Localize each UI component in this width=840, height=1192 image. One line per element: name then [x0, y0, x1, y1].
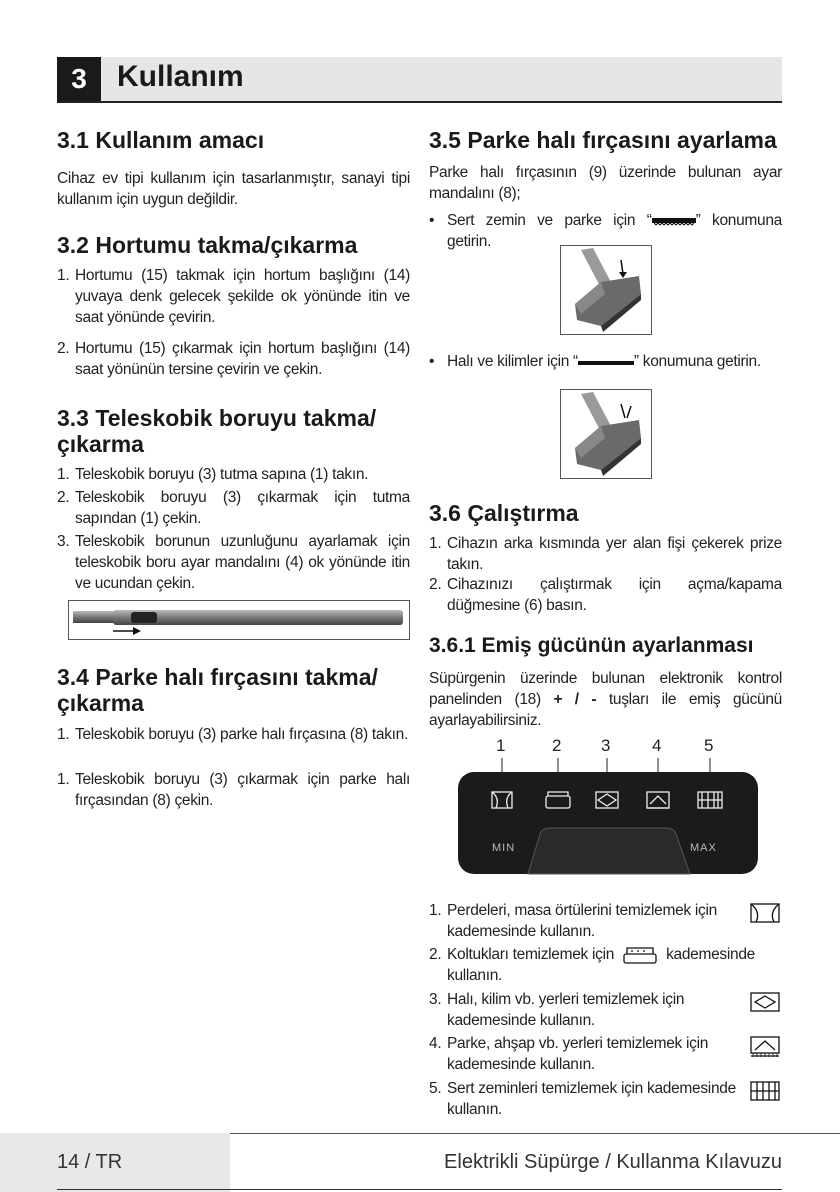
carpet-icon — [748, 991, 782, 1013]
section-3-3-heading-line2: çıkarma — [57, 431, 144, 457]
list-item — [57, 769, 410, 811]
list-number: 3. — [429, 991, 442, 1008]
panel-min-label: MIN — [492, 842, 516, 854]
list-number: 2. — [57, 489, 70, 506]
list-text-a: Sert zeminleri temizlemek için — [447, 1080, 643, 1097]
control-panel-graphic — [458, 756, 758, 886]
panel-max-label: MAX — [690, 842, 717, 854]
list-item — [429, 989, 782, 1031]
list-number: 1. — [57, 726, 70, 743]
list-text-mid: kademesinde — [666, 946, 755, 963]
panel-number-5: 5 — [704, 736, 714, 755]
brush-carpet-illustration — [560, 389, 652, 479]
section-3-3-heading-line1: 3.3 Teleskobik boruyu takma/ — [57, 405, 377, 431]
list-number: 3. — [57, 533, 70, 550]
page-number: 14 / TR — [57, 1151, 123, 1173]
curtain-icon — [748, 902, 782, 924]
list-text: Hortumu (15) takmak için hortum başlığını (14) yuvaya denk gelecek şekilde ok yönünde itin ve saat yönünde çevirin. — [75, 267, 410, 326]
list-text: Teleskobik borunun uzunluğunu ayarlamak için teleskobik boru ayar mandalını (4) ok yönünde itin ve ucundan çekin. — [75, 533, 410, 592]
list-number: 2. — [57, 340, 70, 357]
section-3-5-heading: 3.5 Parke halı fırçasını ayarlama — [429, 127, 777, 153]
bullet-text-a: Sert zemin ve parke için “ — [447, 212, 652, 229]
list-item — [57, 531, 410, 594]
bullet-text-b: ” konumuna getirin. — [447, 212, 782, 250]
control-panel-illustration — [458, 736, 758, 886]
footer-title: Elektrikli Süpürge / Kullanma Kılavuzu — [444, 1151, 782, 1173]
footer-divider — [230, 1133, 840, 1134]
list-item — [57, 724, 410, 745]
list-item — [429, 1078, 782, 1120]
carpet-setting-icon — [578, 358, 634, 366]
list-item — [57, 265, 410, 328]
footer-bottom-line — [57, 1189, 782, 1190]
list-number: 4. — [429, 1035, 442, 1052]
panel-number-4: 4 — [652, 736, 662, 755]
list-number: 1. — [429, 902, 442, 919]
section-3-4-heading-line1: 3.4 Parke halı fırçasını takma/ — [57, 664, 378, 690]
chapter-number: 3 — [57, 57, 101, 101]
chapter-title: Kullanım — [117, 60, 244, 93]
bullet-text-a: Halı ve kilimler için “ — [447, 353, 578, 370]
brush-hard-floor-illustration — [560, 245, 652, 335]
list-text-b: kademesinde kullanın. — [447, 1056, 595, 1073]
intro-keys: + / - — [553, 691, 597, 708]
list-text: Teleskobik boruyu (3) çıkarmak için tutma sapından (1) çekin. — [75, 489, 410, 527]
list-item — [429, 574, 782, 616]
telescopic-tube-illustration — [68, 600, 410, 640]
bullet-item — [429, 351, 782, 372]
list-text-b: kademesinde kullanın. — [447, 1012, 595, 1029]
section-3-2-heading: 3.2 Hortumu takma/çıkarma — [57, 232, 358, 258]
list-text: Teleskobik boruyu (3) çıkarmak için parke halı fırçasından (8) çekin. — [75, 771, 410, 809]
list-number: 2. — [429, 576, 442, 593]
list-text-a: Parke, ahşap vb. yerleri temizlemek için — [447, 1035, 709, 1052]
list-text: Teleskobik boruyu (3) tutma sapına (1) takın. — [75, 466, 369, 483]
intro-text-a: Süpürgenin üzerinde bulunan elektronik kontrol panelinden (18) — [429, 670, 782, 708]
list-text-b: kullanın. — [447, 967, 503, 984]
intro-text-b: tuşları ile emiş gücünü ayarlayabilirsiniz. — [429, 691, 782, 729]
floor-brush-icon — [561, 390, 651, 478]
list-item — [57, 464, 410, 485]
list-text-b: kademesinde kullanın. — [447, 1080, 736, 1118]
list-item — [57, 338, 410, 380]
list-number: 1. — [429, 535, 442, 552]
section-3-6-1-intro — [429, 668, 782, 731]
list-item — [57, 487, 410, 529]
hard-floor-icon — [748, 1080, 782, 1102]
section-3-6-heading: 3.6 Çalıştırma — [429, 500, 579, 526]
section-3-4-heading-line2: çıkarma — [57, 690, 144, 716]
hard-floor-setting-icon — [652, 216, 696, 226]
section-3-6-1-heading: 3.6.1 Emiş gücünün ayarlanması — [429, 634, 754, 657]
list-text: Cihazınızı çalıştırmak için açma/kapama düğmesine (6) basın. — [447, 576, 782, 614]
list-text-a: Halı, kilim vb. yerleri temizlemek için — [447, 991, 685, 1008]
list-text-a: Perdeleri, masa örtülerini temizlemek için — [447, 902, 717, 919]
list-number: 1. — [57, 771, 70, 788]
list-text: Hortumu (15) çıkarmak için hortum başlığını (14) saat yönünün tersine çevirin ve çekin. — [75, 340, 410, 378]
list-text: Teleskobik boruyu (3) parke halı fırçasına (8) takın. — [75, 726, 409, 743]
panel-number-2: 2 — [552, 736, 562, 755]
list-item — [429, 944, 782, 986]
section-3-5-intro: Parke halı fırçasının (9) üzerinde bulunan ayar mandalını (8); — [429, 164, 782, 202]
floor-brush-icon — [561, 246, 651, 334]
list-text-a: Koltukları temizlemek için — [447, 946, 615, 963]
parquet-icon — [748, 1035, 782, 1059]
bullet-text-b: ” konumuna getirin. — [633, 353, 761, 370]
sofa-icon — [622, 945, 658, 965]
list-number: 1. — [57, 267, 70, 284]
bullet-dot: • — [429, 212, 435, 229]
bullet-dot: • — [429, 353, 435, 370]
panel-number-1: 1 — [496, 736, 506, 755]
telescopic-tube-icon — [69, 601, 409, 639]
list-number: 2. — [429, 946, 442, 963]
list-number: 5. — [429, 1080, 442, 1097]
list-number: 1. — [57, 466, 70, 483]
list-text-b: kademesinde kullanın. — [447, 923, 595, 940]
list-item — [429, 1033, 782, 1075]
list-item — [429, 900, 782, 942]
section-3-1-heading: 3.1 Kullanım amacı — [57, 127, 265, 153]
list-text: Cihazın arka kısmında yer alan fişi çekerek prize takın. — [447, 535, 782, 573]
panel-number-3: 3 — [601, 736, 611, 755]
section-3-1-body: Cihaz ev tipi kullanım için tasarlanmıştır, sanayi tipi kullanım için uygun değildir. — [57, 170, 410, 208]
list-item — [429, 533, 782, 575]
